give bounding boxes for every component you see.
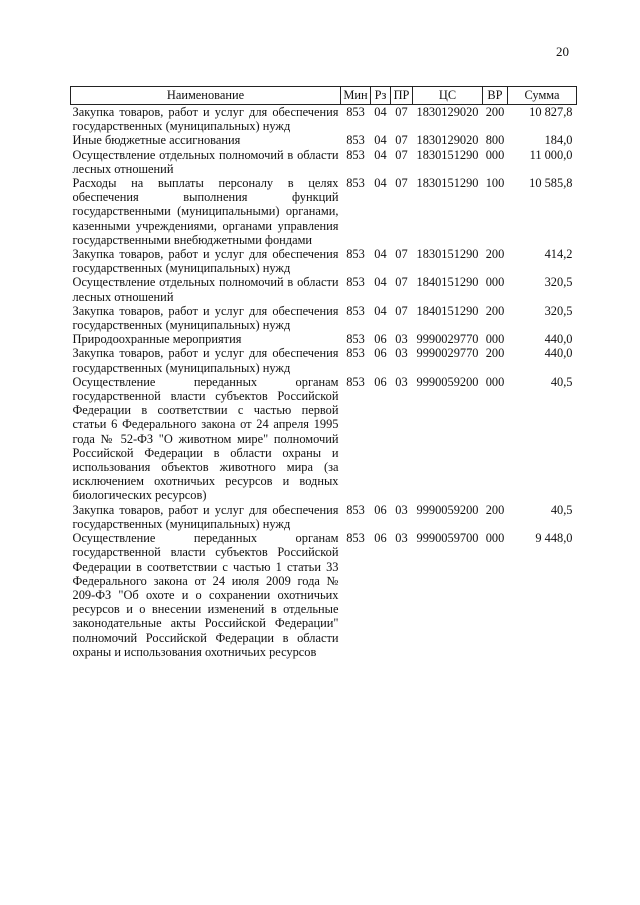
header-vr: ВР — [483, 87, 508, 105]
cell-cs: 1840151290 — [416, 303, 479, 318]
cell-min: 853 — [346, 275, 365, 290]
cell-sum: 10 585,8 — [529, 176, 573, 191]
cell-vr: 200 — [485, 303, 505, 318]
cell-pr: 07 — [395, 247, 408, 262]
cell-pr: 07 — [395, 303, 408, 318]
cell-vr: 000 — [485, 374, 505, 389]
cell-cs: 1830151290 — [416, 247, 479, 262]
cell-cs: 1830129020 — [416, 105, 479, 119]
cell-min: 853 — [346, 147, 365, 162]
cell-pr: 03 — [395, 531, 408, 546]
budget-table — [70, 86, 577, 659]
cell-sum: 40,5 — [550, 502, 573, 517]
header-name: Наименование — [71, 87, 341, 105]
cell-sum: 40,5 — [550, 374, 573, 389]
cell-vr: 200 — [485, 502, 505, 517]
cell-cs: 1830129020 — [416, 133, 479, 148]
cell-name: Осуществление переданных органам государственной власти субъектов Российской Федерации в соответствии с частью 1 статьи 33 Федерального закона от 24 июля 2009 года № 209-ФЗ "Об охоте и о сохранении охотничьих ресурсов и о внесении изменений в отдельные законодательные акты Российской Федерации" полномочий Российской Федерации в области охраны и использования охотничьих ресурсов — [72, 531, 339, 659]
cell-cs: 1840151290 — [416, 275, 479, 290]
cell-vr: 200 — [485, 346, 505, 361]
header-pr: ПР — [391, 87, 413, 105]
cell-rz: 04 — [374, 133, 387, 148]
table-body — [71, 105, 577, 659]
cell-min: 853 — [346, 303, 365, 318]
cell-sum: 10 827,8 — [529, 105, 573, 119]
table-row — [71, 275, 577, 303]
cell-min: 853 — [346, 332, 365, 347]
cell-rz: 04 — [374, 176, 387, 191]
cell-rz: 04 — [374, 247, 387, 262]
cell-sum: 440,0 — [544, 346, 573, 361]
cell-name: Закупка товаров, работ и услуг для обеспечения государственных (муниципальных) нужд — [72, 105, 339, 134]
cell-sum: 11 000,0 — [529, 147, 573, 162]
cell-min: 853 — [346, 374, 365, 389]
cell-min: 853 — [346, 105, 365, 119]
table-row — [71, 105, 577, 134]
cell-vr: 000 — [485, 147, 505, 162]
cell-cs: 9990029770 — [416, 332, 479, 347]
cell-min: 853 — [346, 346, 365, 361]
cell-rz: 06 — [374, 346, 387, 361]
cell-sum: 320,5 — [544, 303, 573, 318]
cell-pr: 07 — [395, 105, 408, 119]
cell-rz: 06 — [374, 502, 387, 517]
cell-vr: 800 — [485, 133, 505, 148]
table-row — [71, 346, 577, 374]
cell-min: 853 — [346, 502, 365, 517]
table-row — [71, 304, 577, 332]
cell-name: Осуществление переданных органам государственной власти субъектов Российской Федерации в соответствии с частью первой статьи 6 Федерального закона от 24 апреля 1995 года № 52-ФЗ "О животном мире" полномочий Российской Федерации в области охраны и использования объектов животного мира (за исключением охотничьих ресурсов и водных биологических ресурсов) — [72, 374, 339, 503]
cell-name: Иные бюджетные ассигнования — [72, 133, 241, 148]
cell-cs: 9990059200 — [416, 374, 479, 389]
cell-name: Осуществление отдельных полномочий в области лесных отношений — [72, 147, 339, 176]
table-row — [71, 531, 577, 659]
cell-name: Осуществление отдельных полномочий в области лесных отношений — [72, 275, 339, 304]
cell-rz: 04 — [374, 105, 387, 119]
cell-sum: 440,0 — [544, 332, 573, 347]
cell-vr: 200 — [485, 105, 505, 119]
cell-min: 853 — [346, 247, 365, 262]
cell-name: Закупка товаров, работ и услуг для обеспечения государственных (муниципальных) нужд — [72, 502, 339, 531]
cell-rz: 04 — [374, 147, 387, 162]
cell-cs: 1830151290 — [416, 147, 479, 162]
cell-sum: 320,5 — [544, 275, 573, 290]
cell-vr: 100 — [485, 176, 505, 191]
cell-rz: 06 — [374, 374, 387, 389]
cell-vr: 000 — [485, 332, 505, 347]
cell-rz: 04 — [374, 303, 387, 318]
cell-min: 853 — [346, 133, 365, 148]
cell-vr: 000 — [485, 531, 505, 546]
cell-name: Закупка товаров, работ и услуг для обеспечения государственных (муниципальных) нужд — [72, 247, 339, 276]
table-row — [71, 375, 577, 503]
cell-pr: 07 — [395, 176, 408, 191]
cell-sum: 414,2 — [544, 247, 573, 262]
cell-vr: 000 — [485, 275, 505, 290]
table-row — [71, 503, 577, 531]
header-min: Мин — [341, 87, 371, 105]
cell-pr: 07 — [395, 275, 408, 290]
header-sum: Сумма — [508, 87, 577, 105]
cell-pr: 03 — [395, 374, 408, 389]
cell-min: 853 — [346, 176, 365, 191]
table-row — [71, 148, 577, 176]
cell-cs: 9990059700 — [416, 531, 479, 546]
table-header — [71, 87, 577, 105]
cell-pr: 03 — [395, 502, 408, 517]
cell-min: 853 — [346, 531, 365, 546]
cell-cs: 9990059200 — [416, 502, 479, 517]
cell-pr: 07 — [395, 133, 408, 148]
cell-name: Расходы на выплаты персоналу в целях обеспечения выполнения функций государственными (муниципальными) органами, казенными учреждениями, органами управления государственными внебюджетными фондами — [72, 176, 339, 247]
cell-rz: 06 — [374, 332, 387, 347]
cell-vr: 200 — [485, 247, 505, 262]
cell-pr: 03 — [395, 346, 408, 361]
cell-cs: 9990029770 — [416, 346, 479, 361]
cell-cs: 1830151290 — [416, 176, 479, 191]
cell-name: Закупка товаров, работ и услуг для обеспечения государственных (муниципальных) нужд — [72, 346, 339, 375]
page-number: 20 — [556, 44, 569, 59]
table-row — [71, 332, 577, 346]
cell-sum: 9 448,0 — [535, 531, 573, 546]
cell-sum: 184,0 — [544, 133, 573, 148]
cell-rz: 04 — [374, 275, 387, 290]
cell-name: Закупка товаров, работ и услуг для обеспечения государственных (муниципальных) нужд — [72, 303, 339, 333]
table-row — [71, 133, 577, 147]
cell-pr: 03 — [395, 332, 408, 347]
cell-rz: 06 — [374, 531, 387, 546]
cell-pr: 07 — [395, 147, 408, 162]
header-rz: Рз — [371, 87, 391, 105]
header-cs: ЦС — [413, 87, 483, 105]
cell-name: Природоохранные мероприятия — [72, 332, 242, 347]
table-row — [71, 176, 577, 247]
table-row — [71, 247, 577, 275]
